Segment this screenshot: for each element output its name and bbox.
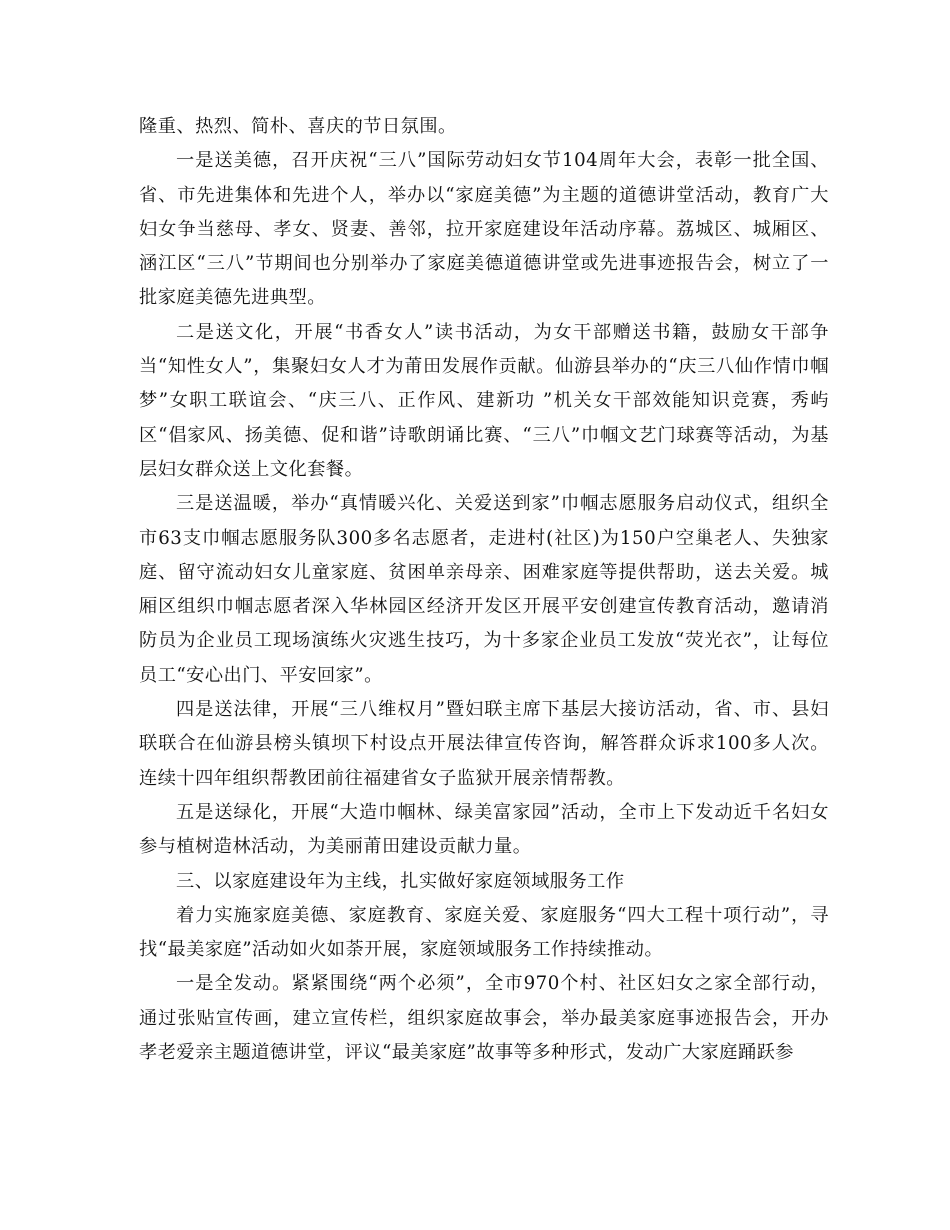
document-body xyxy=(139,110,829,1070)
paragraph-8: 一是全发动。紧紧围绕“两个必须”，全市970个村、社区妇女之家全部行动，通过张贴宣传画，建立宣传栏，组织家庭故事会，举办最美家庭事迹报告会，开办孝老爱亲主题道德讲堂，评议“最美家庭”故事等多种形式，发动广大家庭踊跃参 xyxy=(139,973,829,1064)
paragraph-4: 三是送温暖，举办“真情暖兴化、关爱送到家”巾帼志愿服务启动仪式，组织全市63支巾帼志愿服务队300多名志愿者，走进村(社区)为150户空巢老人、失独家庭、留守流动妇女儿童家庭、贫困单亲母亲、困难家庭等提供帮助，送去关爱。城厢区组织巾帼志愿者深入华林园区经济开发区开展平安创建宣传教育活动，邀请消防员为企业员工现场演练火灾逃生技巧，为十多家企业员工发放“荧光衣”，让每位员工“安心出门、平安回家”。 xyxy=(139,493,829,686)
section-heading: 三、以家庭建设年为主线，扎实做好家庭领域服务工作 xyxy=(176,870,625,892)
paragraph-3: 二是送文化，开展“书香女人”读书活动，为女干部赠送书籍，鼓励女干部争当“知性女人”，集聚妇女人才为莆田发展作贡献。仙游县举办的“庆三八仙作情巾帼梦”女职工联谊会、“庆三八、正作风、建新功 ”机关女干部效能知识竞赛，秀屿区“倡家风、扬美德、促和谐”诗歌朗诵比赛、“三八”巾帼文艺门球赛等活动，为基层妇女群众送上文化套餐。 xyxy=(139,321,829,480)
paragraph-6: 五是送绿化，开展“大造巾帼林、绿美富家园”活动，全市上下发动近千名妇女参与植树造林活动，为美丽莆田建设贡献力量。 xyxy=(139,801,829,858)
paragraph-2: 一是送美德，召开庆祝“三八”国际劳动妇女节104周年大会，表彰一批全国、省、市先进集体和先进个人，举办以“家庭美德”为主题的道德讲堂活动，教育广大妇女争当慈母、孝女、贤妻、善邻，拉开家庭建设年活动序幕。荔城区、城厢区、涵江区“三八”节期间也分别举办了家庭美德道德讲堂或先进事迹报告会，树立了一批家庭美德先进典型。 xyxy=(139,150,829,309)
paragraph-7: 着力实施家庭美德、家庭教育、家庭关爱、家庭服务“四大工程十项行动”，寻找“最美家庭”活动如火如荼开展，家庭领域服务工作持续推动。 xyxy=(139,904,829,961)
paragraph-5: 四是送法律，开展“三八维权月”暨妇联主席下基层大接访活动，省、市、县妇联联合在仙游县榜头镇坝下村设点开展法律宣传咨询，解答群众诉求100多人次。连续十四年组织帮教团前往福建省女子监狱开展亲情帮教。 xyxy=(139,699,829,789)
paragraph-1: 隆重、热烈、简朴、喜庆的节日氛围。 xyxy=(139,116,457,137)
